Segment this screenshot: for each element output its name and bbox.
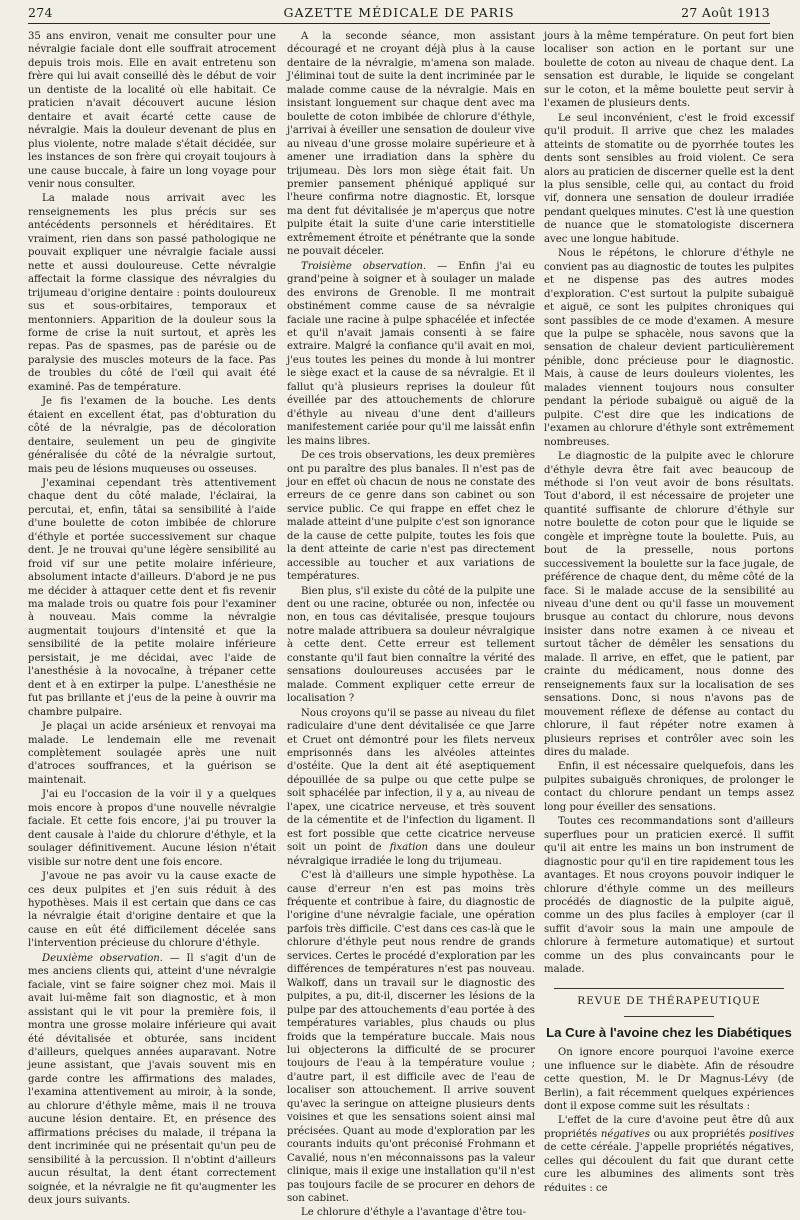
paragraph: Toutes ces recommandations sont d'ailleurs superflues pour un praticien exercé. Il suffit qu'il ait entre les mains un bon instrument de diagnostic pour qu'il en tire rapidement tous les avantages. Et nous croyons pouvoir indiquer le chlorure d'éthyle comme un des meilleurs procédés de diagnostic de la pulpite aiguë, comme un des plus faciles à employer (car il suffit d'avoir sous la main une ampoule de chlorure à fermeture automatique) et surtout comme un des plus convaincants pour le malade. [544,816,794,976]
text-column-1 [28,30,276,1206]
paragraph: J'ai eu l'occasion de la voir il y a quelques mois encore à propos d'une nouvelle névralgie faciale. Et cette fois encore, j'ai pu trouver la dent causale à l'aide du chlorure d'éthyle, et la soulager définitivement. Aucune lésion n'était visible sur notre dent une fois encore. [28,789,276,868]
paragraph: Enfin, il est nécessaire quelquefois, dans les pulpites subaiguës chroniques, de prolonger le contact du chlorure pendant un temps assez long pour éveiller des sensations. [544,761,794,813]
paragraph: La malade nous arrivait avec les renseignements les plus précis sur ses antécédents personnels et héréditaires. Et vraiment, rien dans son passé pathologique ne pouvait expliquer une névralgie faciale aussi nette et aussi douloureuse. Cette névralgie affectait la forme classique des névralgies du trijumeau d'origine dentaire : points douloureux sus et sous-orbitaires, temporaux et mentonniers. Apparition de la douleur sous la forme de crise la nuit surtout, et après les repas. Pas de spasmes, pas de parésie ou de paralysie des muscles moteurs de la face. Pas de troubles du côté de l'œil qui avait été examiné. Pas de température. [28,193,276,393]
emphasis: positives [748,1128,794,1140]
page-number: 274 [28,5,53,20]
issue-date: 27 Août 1913 [681,5,770,20]
section-heading: REVUE DE THÉRAPEUTIQUE [577,994,761,1007]
paragraph: On ignore encore pourquoi l'avoine exerce une influence sur le diabète. Afin de résoudre cette question, M. le Dr Magnus-Lévy (de Berlin), a fait récemment quelques expériences dont il expose comme suit les résultats : [544,1047,794,1112]
paragraph: J'examinai cependant très attentivement chaque dent du côté malade, l'éclairai, la percutai, et, enfin, tâtai sa sensibilité à l'aide d'une boulette de coton imbibée de chlorure d'éthyle et portée successivement sur chaque dent. Je ne trouvai qu'une légère sensibilité au froid vif sur une petite molaire inférieure, absolument intacte d'ailleurs. D'abord je ne pus me décider à attaquer cette dent et fis revenir ma malade trois ou quatre fois pour l'examiner à nouveau. Mais comme la névralgie augmentait toujours d'intensité et que la sensibilité de la petite molaire inférieure persistait, je me décidai, avec l'aide de l'anesthésie à la novocaïne, à trépaner cette dent et à en extirper la pulpe. L'anesthésie ne fut pas brillante et j'eus de la peine à ouvrir ma chambre pulpaire. [28,477,276,718]
observation-text: — Il s'agit d'un de mes anciens clients qui, atteint d'une névralgie faciale, vint se faire soigner chez moi. Mais il avait lui-même fait son diagnostic, et à mon assistant qui le vit pour la première fois, il montra une grosse molaire inférieure qui avait été dévitalisée et obturée, sans incident d'ailleurs, quelques années auparavant. Notre jeune assistant, que j'avais souvent mis en garde contre les affirmations des malades, l'examina attentivement au miroir, à la sonde, au chlorure d'éthyle même, mais il ne trouva aucune lésion dentaire. Et, en présence des affirmations précises du malade, il trépana la dent incriminée qui ne présentait qu'un peu de sensibilité à la percussion. Il n'obtint d'ailleurs aucun résultat, la dent étant correctement soignée, et la névralgie ne fit qu'augmenter les deux jours suivants. [28,952,276,1206]
heading-rule [624,1016,714,1017]
paragraph: J'avoue ne pas avoir vu la cause exacte de ces deux pulpites et j'en suis réduit à des hypothèses. Mais il est certain que dans ce cas la névralgie était d'origine dentaire et que la cause en eût été difficilement décelée sans l'intervention précieuse du chlorure d'éthyle. [28,871,276,950]
paragraph: Je plaçai un acide arsénieux et renvoyai ma malade. Le lendemain elle me revenait complètement soulagée après une nuit d'atroces souffrances, et la guérison se maintenait. [28,721,276,786]
paragraph: Le seul inconvénient, c'est le froid excessif qu'il produit. Il arrive que chez les malades atteints de stomatite ou de pyorrhée toutes les dents sont sensibles au froid violent. Ce sera alors au praticien de discerner quelle est la dent la plus sensible, celle qui, au contact du froid vif, donnera une sensation de douleur irradiée pendant quelques minutes. C'est là une question de nuance que le stomatologiste discernera avec une longue habitude. [544,112,794,245]
text-run: Nous croyons qu'il se passe au niveau du filet radiculaire d'une dent dévitalisée ce que Jarre et Cruet ont démontré pour les filets nerveux emprisonnés dans les alvéoles atteintes d'ostéite. Que la dent ait été aseptiquement dépouillée de sa pulpe ou que cette pulpe se soit sphacélée par infection, il y a, au niveau de l'apex, une cicatrice nerveuse, et très souvent de la cémentite et de l'infection du ligament. Il est fort possible que cette cicatrice nerveuse soit un point de [287,707,535,854]
text-run: L'effet de la cure d'avoine peut être dû aux propriétés [544,1115,794,1140]
paragraph-observation-3 [287,260,535,448]
observation-label: Deuxième observation. [42,952,163,964]
article-title: La Cure à l'avoine chez les Diabétiques [546,1025,792,1041]
paragraph: Le diagnostic de la pulpite avec le chlorure d'éthyle devra être fait avec beaucoup de méthode si l'on veut avoir de bons résultats. Tout d'abord, il est nécessaire de projeter une quantité suffisante de chlorure d'éthyle sur notre boulette de coton pour que le liquide se congèle et imprègne toute la boulette. Puis, au bout de la presselle, nous portons successivement la boulette sur la face jugale, de préférence de chaque dent, du même côté de la face. Si le malade accuse de la sensibilité au niveau d'une dent ou qu'il fasse un mouvement brusque au contact du chlorure, nous devons insister dans notre examen à ce niveau et surtout tâcher de démêler les sensations du malade. Il arrive, en effet, que le patient, par crainte du médicament, nous donne des renseignements faux sur la localisation de ses sensations. Donc, si nous n'avons pas de mouvement réflexe de défense au contact du chlorure, il faut répéter notre examen à plusieurs reprises et contrôler avec soin les dires du malade. [544,451,794,759]
emphasis: fixation [389,842,429,854]
paragraph: Bien plus, s'il existe du côté de la pulpite une dent ou une racine, obturée ou non, infectée ou non, en tous cas dévitalisée, presque toujours notre malade attribuera sa douleur névralgique à cette dent. Cette erreur est tellement constante qu'il faut bien connaître la vérité des sensations douloureuses accusées par le malade. Comment expliquer cette erreur de localisation ? [287,585,535,705]
paragraph [544,1114,794,1195]
paragraph [287,707,535,868]
paragraph: Je fis l'examen de la bouche. Les dents étaient en excellent état, pas d'obturation du côté de la névralgie, pas de décoloration dentaire, seulement un peu de gingivite généralisée du côté de la névralgie surtout, mais peu de lésions muqueuses ou osseuses. [28,396,276,475]
paragraph: C'est là d'ailleurs une simple hypothèse. La cause d'erreur n'en est pas moins très fréquente et contribue à faire, du diagnostic de l'origine d'une névralgie faciale, une opération parfois très difficile. C'est dans ces cas-là que le chlorure d'éthyle peut nous rendre de grands services. Certes le procédé d'exploration par les différences de températures n'est pas nouveau. Walkoff, dans un travail sur le diagnostic des pulpites, a pu, dit-il, discerner les lésions de la pulpe par des attouchements d'eau portée à des températures variables, plus chauds ou plus froids que la température buccale. Mais nous lui objecterons la difficulté de se procurer toujours de l'eau à la température voulue ; d'autre part, il est difficile avec de l'eau de localiser son attouchement. Il arrive souvent qu'avec la seringue on atteigne plusieurs dents voisines et que les sensations soient ainsi mal précisées. Quant au mode d'exploration par les courants induits qu'ont préconisé Frohmann et Cavalié, nous n'en méconnaissons pas la valeur clinique, mais il exige une installation qu'il n'est pas toujours facile de se procurer en dehors de son cabinet. [287,870,535,1204]
paragraph: Nous le répétons, le chlorure d'éthyle ne convient pas au diagnostic de toutes les pulpites et ne dispense pas des autres modes d'exploration. C'est surtout la pulpite subaiguë et aiguë, ce sont les pulpites chroniques qui sont passibles de ce mode d'examen. A mesure que la pulpe se sphacèle, nous savons que la sensation de chaleur devient particulièrement pénible, donc précieuse pour le diagnostic. Mais, à cause de leurs douleurs violentes, les malades viennent toujours nous consulter pendant la période subaiguë ou aiguë de la pulpite. C'est dire que les indications de l'examen au chlorure d'éthyle sont extrêmement nombreuses. [544,248,794,448]
header-rule [28,23,770,24]
running-head [28,5,770,25]
text-run: ou aux propriétés [649,1128,749,1140]
paragraph: De ces trois observations, les deux premières ont pu paraître des plus banales. Il n'est pas de jour en effet où chacun de nous ne constate des erreurs de ce genre dans son cabinet ou son service public. Ce qui frappe en effet chez le malade atteint d'une pulpite c'est son ignorance de la cause de cette pulpite, toutes les fois que la dent atteinte de carie n'est pas directement accessible au toucher et aux variations de températures. [287,450,535,583]
section-divider [554,988,784,989]
paragraph: A la seconde séance, mon assistant découragé et ne croyant déjà plus à la cause dentaire de la névralgie, m'amena son malade. J'éliminai tout de suite la dent incriminée par le malade comme cause de la névralgie. Mais en insistant longuement sur chaque dent avec ma boulette de coton imbibée de chlorure d'éthyle, j'arrivai à éveiller une sensation de douleur vive au niveau d'une grosse molaire supérieure et à amener une irradiation dans la sphère du trijumeau. Dès lors mon siège était fait. Un premier pansement phéniqué appliqué sur l'heure confirma notre diagnostic. Et, lorsque ma dent fut dévitalisée je m'aperçus que notre pulpite était la suite d'une carie interstitielle extrêmement étroite et pénétrante que la sonde ne pouvait déceler. [287,31,535,258]
paragraph: 35 ans environ, venait me consulter pour une névralgie faciale dont elle souffrait atrocement depuis trois mois. Elle en avait entretenu son frère qui lui avait conseillé dès le début de voir un dentiste de la localité où elle habitait. Ce praticien n'avait découvert aucune lésion dentaire et avait écarté cette cause de névralgie. Mais la douleur devenant de plus en plus violente, notre malade s'était décidée, sur les instances de son frère qui croyait toujours à une cause buccale, à faire un long voyage pour venir nous consulter. [28,31,276,190]
journal-title: GAZETTE MÉDICALE DE PARIS [283,5,515,20]
text-column-3 [544,30,794,1194]
emphasis: négatives [600,1128,650,1140]
paragraph: jours à la même température. On peut fort bien localiser son action en le portant sur une boulette de coton au niveau de chaque dent. La sensation est durable, le liquide se congelant sur le coton, et la même boulette peut servir à l'examen de plusieurs dents. [544,31,794,110]
observation-text: — Enfin j'ai eu grand'peine à soigner et à soulager un malade des environs de Grenoble. Il me montrait obstinément comme cause de sa névralgie faciale une racine à pulpe sphacélée et infectée et qu'il n'avait jamais consenti à se faire extraire. Malgré la confiance qu'il avait en moi, j'eus toutes les peines du monde à lui montrer le siège exact et la cause de sa névralgie. Et il fallut qu'à plusieurs reprises la douleur fût éveillée par des attouchements de chlorure d'éthyle au niveau d'une dent d'ailleurs manifestement cariée pour qu'il me laissât enfin les mains libres. [287,260,536,447]
text-column-2 [287,30,536,1219]
paragraph: Le chlorure d'éthyle a l'avantage d'être tou- [301,1207,527,1219]
text-run: dans une douleur névralgique irradiée le long du trijumeau. [287,842,536,867]
text-run: de cette céréale. J'appelle propriétés négatives, celles qui découlent du fait que durant cette cure les albumines des aliments sont très réduites : ce [544,1142,794,1194]
observation-label: Troisième observation. [301,260,427,272]
paragraph-observation-2 [28,952,276,1208]
